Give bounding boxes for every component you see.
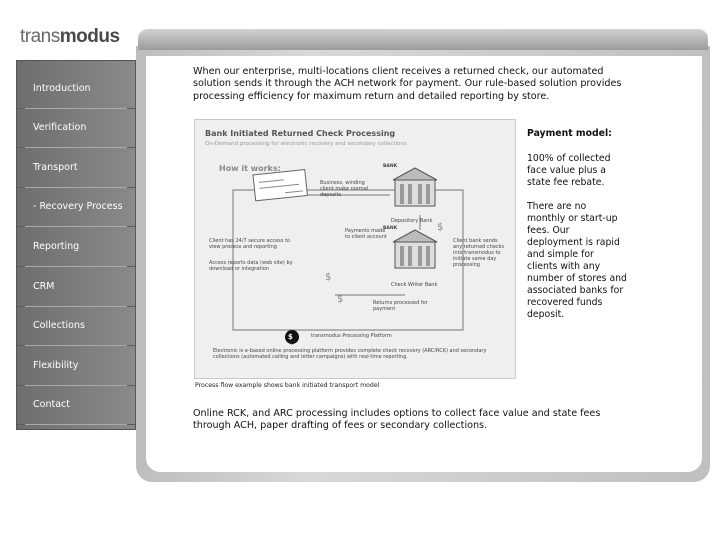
check-writer-bank-building	[393, 230, 437, 268]
label-returns: Returns processed for payment	[373, 300, 428, 312]
diagram-title: Bank Initiated Returned Check Processing	[205, 129, 396, 138]
payment-model-title: Payment model:	[527, 128, 612, 139]
nav-contact[interactable]: Contact	[17, 385, 135, 425]
diagram-how-it-works: How it works:	[219, 164, 281, 173]
logo-suffix: modus	[59, 26, 120, 47]
nav-verification[interactable]: Verification	[17, 108, 135, 148]
label-payments: Payments made to client account	[345, 228, 387, 240]
label-check-writer-bank: Check Writer Bank	[391, 282, 438, 288]
process-diagram	[194, 119, 516, 379]
label-client-bank: Client bank sends any returned checks into transmodus to initiate same day processing	[453, 238, 505, 268]
intro-paragraph: When our enterprise, multi-locations client receives a returned check, our automated solution sends it through the ACH network for payment. Our rule-based solution provides processing efficiency for maximum return and detailed reporting by store.	[193, 66, 622, 102]
payment-model-p1: 100% of collected face value plus a state fee rebate.	[527, 153, 611, 188]
nav-flexibility[interactable]: Flexibility	[17, 346, 135, 386]
nav-transport[interactable]: Transport	[17, 148, 135, 188]
label-platform: transmodus Processing Platform	[311, 333, 392, 339]
logo-prefix: trans	[20, 26, 60, 47]
nav-collections[interactable]: Collections	[17, 306, 135, 346]
dollar-sign-low: $	[337, 294, 344, 305]
platform-dollar-sign: $	[288, 333, 293, 341]
label-platform-desc: Electronic is e-based online processing platform provides complete check recovery (ARC/RCK) and secondary collections (automated calling and letter campaigns) with real-time reporting.	[213, 348, 487, 360]
nav-reporting[interactable]: Reporting	[17, 227, 135, 267]
outro-paragraph: Online RCK, and ARC processing includes options to collect face value and state fees through ACH, paper drafting of fees or secondary collections.	[193, 408, 601, 432]
dollar-sign-bank: $	[437, 222, 444, 233]
nav-crm[interactable]: CRM	[17, 267, 135, 307]
label-depository-bank: Depository Bank	[391, 218, 433, 224]
label-reports: Access reports data (web site) by download or integration	[209, 260, 293, 272]
diagram-caption: Process flow example shows bank initiated transport model	[195, 382, 380, 389]
transmodus-logo	[20, 26, 120, 48]
nav-introduction[interactable]: Introduction	[17, 69, 135, 109]
label-client-access: Client has 24/7 secure access to view process and reporting	[209, 238, 290, 250]
top-bar	[138, 28, 708, 50]
label-business: Business, winding client make normal deposits	[320, 180, 369, 198]
payment-model-p2: There are no monthly or start-up fees. Our deployment is rapid and simple for clients with any number of stores and associated banks for recovered funds deposit.	[527, 201, 627, 320]
dollar-sign-mid: $	[325, 272, 332, 283]
sidebar-nav	[16, 60, 136, 430]
diagram-subtitle: On-Demand processing for electronic recovery and secondary collections	[205, 141, 407, 147]
nav-recovery-process[interactable]: - Recovery Process	[17, 187, 135, 227]
bank-sign-bottom: BANK	[383, 226, 398, 231]
bank-sign-top: BANK	[383, 164, 398, 169]
depository-bank-building	[393, 168, 437, 206]
check-image	[253, 170, 307, 201]
